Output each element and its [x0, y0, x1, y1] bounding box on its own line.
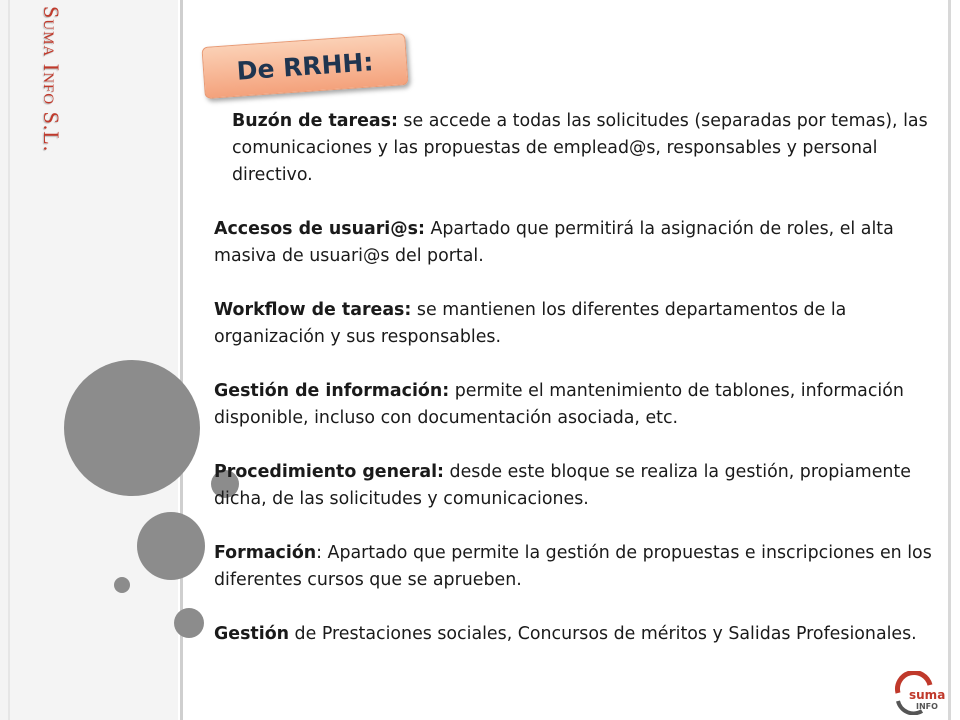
item-text: permite el mantenimiento de tablones, información disponible, incluso con documentación asociada, etc.	[214, 381, 904, 428]
item-paragraph	[214, 297, 946, 351]
item-paragraph	[214, 621, 946, 648]
decorative-circle-large	[64, 360, 200, 496]
section-title-badge	[201, 33, 408, 99]
item-term: Gestión de información:	[214, 381, 450, 401]
item-text: Apartado que permitirá la asignación de roles, el alta masiva de usuari@s del portal.	[214, 219, 894, 266]
item-text: de Prestaciones sociales, Concursos de méritos y Salidas Profesionales.	[289, 624, 917, 644]
item-text: se mantienen los diferentes departamentos de la organización y sus responsables.	[214, 300, 847, 347]
decorative-circle-medium	[137, 512, 205, 580]
item-term: Gestión	[214, 624, 290, 644]
right-border-line	[948, 0, 951, 720]
suma-info-logo-icon	[892, 671, 948, 715]
logo-text-top: suma	[909, 688, 946, 702]
item-paragraph	[214, 459, 946, 513]
item-term: Workflow de tareas:	[214, 300, 412, 320]
item-paragraph	[214, 378, 946, 432]
content-body	[214, 108, 946, 648]
item-paragraph	[214, 216, 946, 270]
section-title: De RRHH:	[235, 46, 375, 86]
logo-text-bottom: INFO	[916, 702, 938, 711]
item-term: Accesos de usuari@s:	[214, 219, 425, 239]
item-term: Buzón de tareas:	[232, 111, 398, 131]
item-text: se accede a todas las solicitudes (separadas por temas), las comunicaciones y las propuestas de emplead@s, responsables y personal directivo.	[232, 111, 928, 185]
decorative-circle-small-2	[174, 608, 204, 638]
item-paragraph	[214, 108, 946, 189]
item-paragraph	[214, 540, 946, 594]
item-term: Procedimiento general:	[214, 462, 445, 482]
company-title: Suma Info S.L.	[39, 6, 64, 153]
decorative-circle-tiny	[114, 577, 130, 593]
item-text: desde este bloque se realiza la gestión, propiamente dicha, de las solicitudes y comunicaciones.	[214, 462, 911, 509]
item-term: Formación	[214, 543, 317, 563]
sidebar-edge-line	[8, 0, 10, 720]
left-sidebar	[0, 0, 178, 720]
item-text: : Apartado que permite la gestión de propuestas e inscripciones en los diferentes cursos que se aprueben.	[214, 543, 932, 590]
